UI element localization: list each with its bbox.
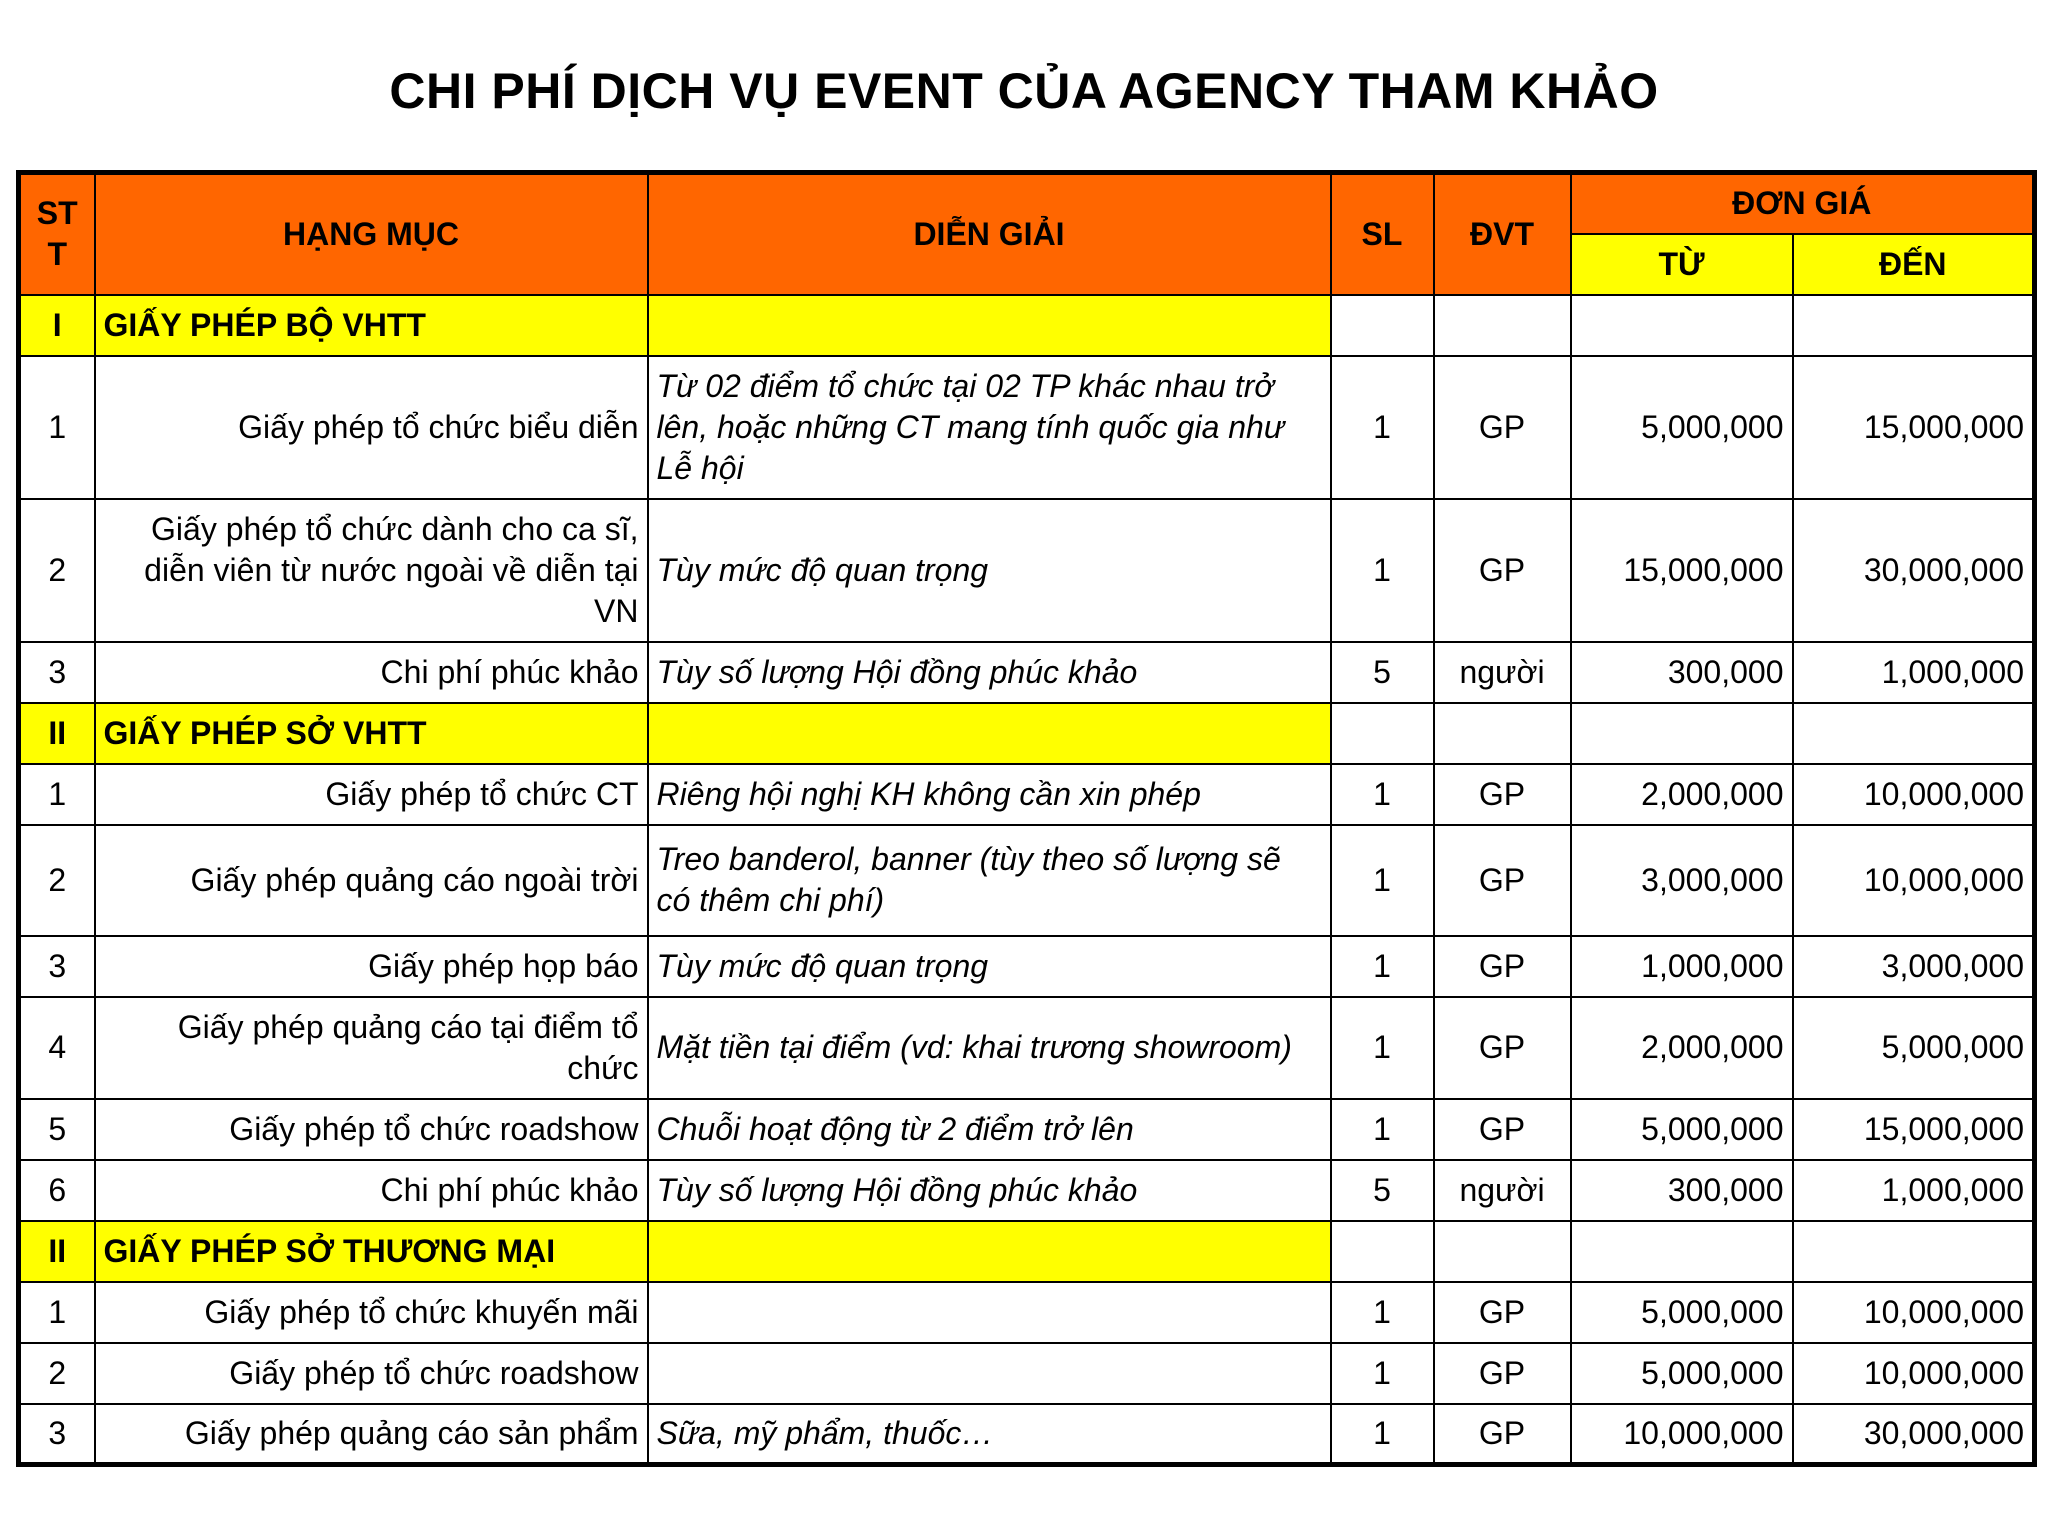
row-item-name: Giấy phép tổ chức CT [95,764,648,825]
section-dvt-cell [1434,1221,1571,1282]
row-item-name: Chi phí phúc khảo [95,1160,648,1221]
header-tu: TỪ [1571,234,1793,295]
row-price-from: 1,000,000 [1571,936,1793,997]
table-row [19,642,2035,703]
row-stt: 1 [19,764,95,825]
table-header [19,173,2035,295]
row-price-from: 5,000,000 [1571,1343,1793,1404]
row-quantity: 1 [1331,499,1434,642]
section-from-cell [1571,295,1793,356]
row-unit: GP [1434,1404,1571,1465]
row-item-name: Giấy phép tổ chức khuyến mãi [95,1282,648,1343]
section-to-cell [1793,1221,2035,1282]
section-number: I [19,295,95,356]
row-quantity: 1 [1331,764,1434,825]
row-description: Tùy mức độ quan trọng [648,499,1331,642]
table-row [19,936,2035,997]
section-to-cell [1793,703,2035,764]
section-row [19,703,2035,764]
row-description: Tùy số lượng Hội đồng phúc khảo [648,642,1331,703]
row-item-name: Giấy phép họp báo [95,936,648,997]
row-stt: 3 [19,642,95,703]
row-unit: người [1434,1160,1571,1221]
row-description: Chuỗi hoạt động từ 2 điểm trở lên [648,1099,1331,1160]
row-stt: 1 [19,356,95,499]
row-unit: GP [1434,1282,1571,1343]
row-price-from: 5,000,000 [1571,1282,1793,1343]
row-price-to: 10,000,000 [1793,825,2035,936]
row-price-to: 10,000,000 [1793,1282,2035,1343]
table-row [19,1160,2035,1221]
row-price-from: 10,000,000 [1571,1404,1793,1465]
row-item-name: Giấy phép tổ chức biểu diễn [95,356,648,499]
row-description [648,1343,1331,1404]
row-stt: 4 [19,997,95,1099]
section-row [19,1221,2035,1282]
row-quantity: 1 [1331,936,1434,997]
section-title: GIẤY PHÉP SỞ VHTT [95,703,648,764]
row-stt: 3 [19,936,95,997]
row-price-from: 5,000,000 [1571,356,1793,499]
row-unit: GP [1434,499,1571,642]
table-row [19,1099,2035,1160]
row-description [648,1282,1331,1343]
table-body [19,295,2035,1465]
table-row [19,1404,2035,1465]
row-description: Treo banderol, banner (tùy theo số lượng sẽ có thêm chi phí) [648,825,1331,936]
row-quantity: 1 [1331,1099,1434,1160]
row-quantity: 1 [1331,1404,1434,1465]
row-unit: GP [1434,1099,1571,1160]
row-item-name: Giấy phép quảng cáo tại điểm tổ chức [95,997,648,1099]
row-quantity: 1 [1331,356,1434,499]
row-price-to: 30,000,000 [1793,1404,2035,1465]
section-dvt-cell [1434,295,1571,356]
header-den: ĐẾN [1793,234,2035,295]
row-price-to: 30,000,000 [1793,499,2035,642]
row-unit: GP [1434,356,1571,499]
row-unit: GP [1434,825,1571,936]
header-don-gia: ĐƠN GIÁ [1571,173,2035,234]
header-dien-giai: DIỄN GIẢI [648,173,1331,295]
row-price-from: 2,000,000 [1571,997,1793,1099]
table-row [19,1343,2035,1404]
row-unit: GP [1434,764,1571,825]
row-unit: GP [1434,936,1571,997]
row-price-to: 10,000,000 [1793,1343,2035,1404]
row-quantity: 5 [1331,1160,1434,1221]
row-item-name: Giấy phép quảng cáo ngoài trời [95,825,648,936]
row-description: Tùy số lượng Hội đồng phúc khảo [648,1160,1331,1221]
row-unit: người [1434,642,1571,703]
row-quantity: 1 [1331,825,1434,936]
header-dvt: ĐVT [1434,173,1571,295]
row-price-from: 15,000,000 [1571,499,1793,642]
row-price-to: 15,000,000 [1793,1099,2035,1160]
section-title: GIẤY PHÉP SỞ THƯƠNG MẠI [95,1221,648,1282]
row-price-to: 5,000,000 [1793,997,2035,1099]
row-stt: 3 [19,1404,95,1465]
section-sl-cell [1331,1221,1434,1282]
row-description: Riêng hội nghị KH không cần xin phép [648,764,1331,825]
table-row [19,499,2035,642]
section-desc-cell [648,703,1331,764]
row-item-name: Giấy phép quảng cáo sản phẩm [95,1404,648,1465]
row-price-from: 300,000 [1571,642,1793,703]
page-title: CHI PHÍ DỊCH VỤ EVENT CỦA AGENCY THAM KHẢO [389,63,1659,119]
header-sl: SL [1331,173,1434,295]
row-price-to: 3,000,000 [1793,936,2035,997]
header-hang-muc: HẠNG MỤC [95,173,648,295]
cost-table [16,170,2037,1467]
table-row [19,764,2035,825]
section-title: GIẤY PHÉP BỘ VHTT [95,295,648,356]
section-number: II [19,703,95,764]
table-row [19,356,2035,499]
row-item-name: Giấy phép tổ chức roadshow [95,1343,648,1404]
row-price-to: 1,000,000 [1793,1160,2035,1221]
row-description: Sữa, mỹ phẩm, thuốc… [648,1404,1331,1465]
table-row [19,997,2035,1099]
section-to-cell [1793,295,2035,356]
row-quantity: 5 [1331,642,1434,703]
row-price-to: 15,000,000 [1793,356,2035,499]
row-item-name: Giấy phép tổ chức dành cho ca sĩ, diễn viên từ nước ngoài về diễn tại VN [95,499,648,642]
row-quantity: 1 [1331,1282,1434,1343]
row-description: Tùy mức độ quan trọng [648,936,1331,997]
section-dvt-cell [1434,703,1571,764]
row-stt: 1 [19,1282,95,1343]
section-sl-cell [1331,295,1434,356]
section-row [19,295,2035,356]
section-number: II [19,1221,95,1282]
row-item-name: Giấy phép tổ chức roadshow [95,1099,648,1160]
table-row [19,1282,2035,1343]
section-sl-cell [1331,703,1434,764]
row-unit: GP [1434,1343,1571,1404]
row-unit: GP [1434,997,1571,1099]
header-stt: ST T [19,173,95,295]
row-price-to: 1,000,000 [1793,642,2035,703]
row-stt: 2 [19,825,95,936]
section-from-cell [1571,703,1793,764]
row-stt: 2 [19,1343,95,1404]
row-description: Từ 02 điểm tổ chức tại 02 TP khác nhau trở lên, hoặc những CT mang tính quốc gia như Lễ hội [648,356,1331,499]
section-desc-cell [648,295,1331,356]
row-stt: 5 [19,1099,95,1160]
row-item-name: Chi phí phúc khảo [95,642,648,703]
section-from-cell [1571,1221,1793,1282]
row-price-from: 2,000,000 [1571,764,1793,825]
row-stt: 6 [19,1160,95,1221]
row-price-from: 5,000,000 [1571,1099,1793,1160]
row-price-from: 300,000 [1571,1160,1793,1221]
row-price-to: 10,000,000 [1793,764,2035,825]
row-quantity: 1 [1331,1343,1434,1404]
row-quantity: 1 [1331,997,1434,1099]
table-row [19,825,2035,936]
section-desc-cell [648,1221,1331,1282]
row-description: Mặt tiền tại điểm (vd: khai trương showroom) [648,997,1331,1099]
row-price-from: 3,000,000 [1571,825,1793,936]
row-stt: 2 [19,499,95,642]
